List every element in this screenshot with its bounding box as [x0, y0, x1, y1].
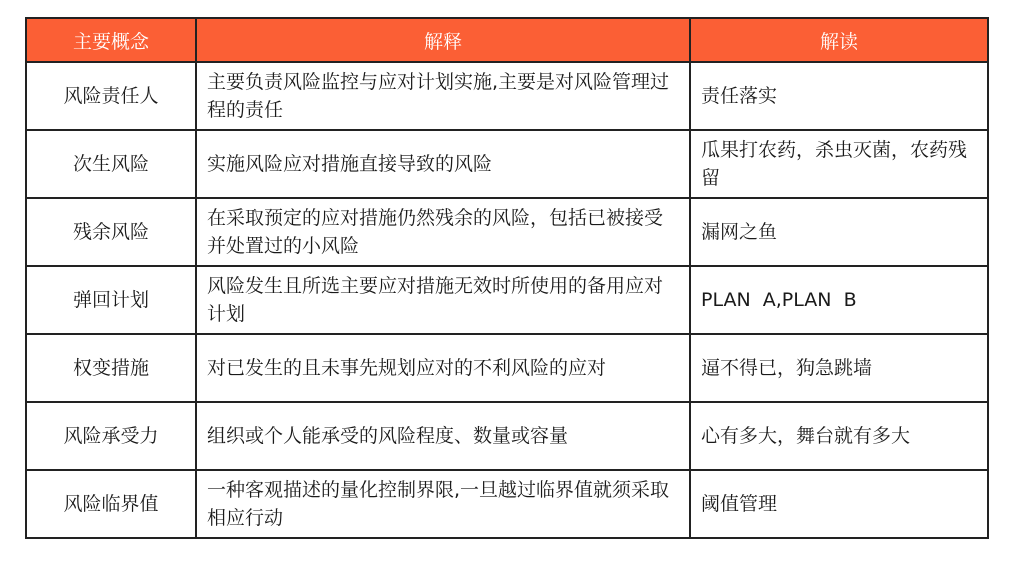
- explanation-cell: 在采取预定的应对措施仍然残余的风险，包括已被接受并处置过的小风险: [196, 198, 690, 266]
- explanation-cell: 实施风险应对措施直接导致的风险: [196, 130, 690, 198]
- header-concept: 主要概念: [26, 18, 196, 62]
- table-row: [26, 62, 988, 130]
- interpretation-cell: 逼不得已，狗急跳墙: [690, 334, 988, 402]
- table-header-row: [26, 18, 988, 62]
- interpretation-cell: 心有多大，舞台就有多大: [690, 402, 988, 470]
- explanation-cell: 一种客观描述的量化控制界限,一旦越过临界值就须采取相应行动: [196, 470, 690, 538]
- table-row: [26, 470, 988, 538]
- interpretation-cell: 漏网之鱼: [690, 198, 988, 266]
- table-row: [26, 266, 988, 334]
- interpretation-cell: 阈值管理: [690, 470, 988, 538]
- interpretation-cell: 责任落实: [690, 62, 988, 130]
- concept-cell: 风险承受力: [26, 402, 196, 470]
- table-row: [26, 402, 988, 470]
- interpretation-cell: 瓜果打农药，杀虫灭菌，农药残留: [690, 130, 988, 198]
- explanation-cell: 风险发生且所选主要应对措施无效时所使用的备用应对计划: [196, 266, 690, 334]
- concept-cell: 次生风险: [26, 130, 196, 198]
- concept-cell: 风险临界值: [26, 470, 196, 538]
- table-row: [26, 334, 988, 402]
- concept-cell: 弹回计划: [26, 266, 196, 334]
- header-interpretation: 解读: [690, 18, 988, 62]
- interpretation-cell: PLAN A,PLAN B: [690, 266, 988, 334]
- explanation-cell: 主要负责风险监控与应对计划实施,主要是对风险管理过程的责任: [196, 62, 690, 130]
- table-row: [26, 130, 988, 198]
- concept-cell: 残余风险: [26, 198, 196, 266]
- table-row: [26, 198, 988, 266]
- concept-cell: 风险责任人: [26, 62, 196, 130]
- risk-concepts-table: [25, 17, 989, 539]
- explanation-cell: 对已发生的且未事先规划应对的不利风险的应对: [196, 334, 690, 402]
- explanation-cell: 组织或个人能承受的风险程度、数量或容量: [196, 402, 690, 470]
- header-explanation: 解释: [196, 18, 690, 62]
- concept-cell: 权变措施: [26, 334, 196, 402]
